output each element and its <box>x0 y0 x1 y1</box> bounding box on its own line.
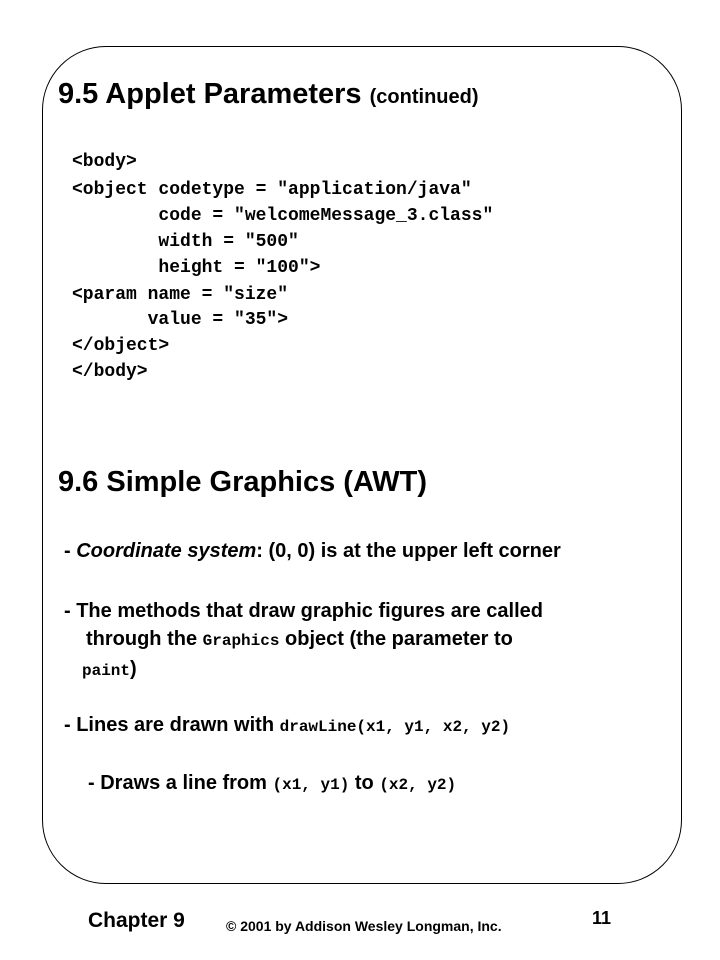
bullet-draws-line: - Draws a line from (x1, y1) to (x2, y2) <box>88 772 457 794</box>
bullet-methods-line2: through the Graphics object (the parameter to <box>86 628 513 650</box>
code-line: </body> <box>72 362 148 382</box>
code-x2y2: (x2, y2) <box>379 776 457 794</box>
code-line: height = "100"> <box>72 258 321 278</box>
bullet-coordinate-system: - Coordinate system: (0, 0) is at the upper left corner <box>64 540 561 562</box>
slide-frame <box>42 46 682 884</box>
code-line: </object> <box>72 336 170 356</box>
section-title-applet-parameters <box>58 78 479 111</box>
code-line: value = "35"> <box>72 310 289 330</box>
code-drawline: drawLine(x1, y1, x2, y2) <box>279 718 511 736</box>
code-graphics: Graphics <box>202 632 280 650</box>
code-line: code = "welcomeMessage_3.class" <box>72 206 494 226</box>
footer-copyright: © 2001 by Addison Wesley Longman, Inc. <box>226 918 502 934</box>
code-line: width = "500" <box>72 232 299 252</box>
code-line: <object codetype = "application/java" <box>72 180 472 200</box>
section-title-suffix: (continued) <box>369 86 479 108</box>
code-line: <param name = "size" <box>72 285 289 305</box>
code-paint: paint <box>82 662 131 680</box>
term-coordinate-system: Coordinate system <box>76 540 257 562</box>
bullet-methods-line3: paint) <box>82 658 137 680</box>
footer-chapter: Chapter 9 <box>88 909 185 932</box>
bullet-methods-line1: - The methods that draw graphic figures are called <box>64 600 543 622</box>
section-title-simple-graphics: 9.6 Simple Graphics (AWT) <box>58 466 428 498</box>
bullet-drawline: - Lines are drawn with drawLine(x1, y1, x2, y2) <box>64 714 511 736</box>
page-number: 11 <box>592 908 612 928</box>
code-line: <body> <box>72 152 137 172</box>
code-x1y1: (x1, y1) <box>272 776 350 794</box>
section-title-text: 9.5 Applet Parameters <box>58 78 362 110</box>
